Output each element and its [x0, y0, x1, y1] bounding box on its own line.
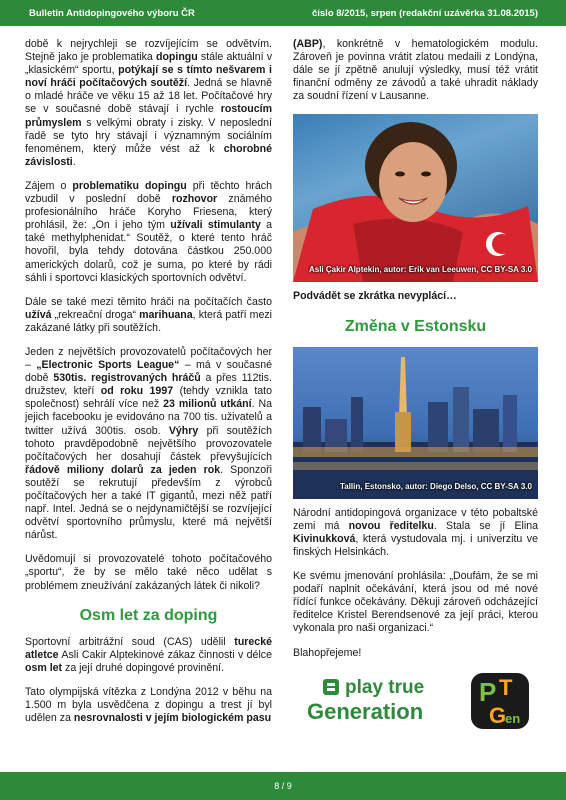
play-true-generation-logo [293, 671, 538, 731]
section-heading: Osm let za doping [79, 606, 218, 624]
bulletin-title: Bulletin Antidopingového výboru ČR [29, 8, 195, 19]
footer-bar [0, 772, 566, 800]
svg-text:P: P [479, 676, 497, 707]
city-image-icon [293, 347, 538, 499]
paragraph: době k nejrychleji se rozvíjejícím se odvětvím. Stejně jako je problematika dopingu stále aktuální v „klasickém“ sportu, potýkají se s tímto nešvarem i noví hráči počítačových soutěží. Jedná se hlavně o mladé hráče ve věku 15 až 18 let. Počítačové hry se v současné době stávají i rychle rostoucím průmyslem s velkými obraty i zisky. V neposlední řadě se tyto hry stávají i významným sociálním fenoménem, který může vést až k chorobné závislosti. [25, 38, 272, 168]
paragraph: Podvádět se zkrátka nevyplácí… [293, 290, 457, 303]
paragraph: Sportovní arbitrážní soud (CAS) udělil turecké atletce Asli Cakir Alptekinové zákaz činnosti v délce osm let za její druhé dopingové provinění. [25, 635, 272, 674]
page-number: 8 / 9 [274, 781, 292, 791]
issue-info: číslo 8/2015, srpen (redakční uzávěrka 31.08.2015) [311, 8, 538, 19]
svg-text:play true: play true [345, 676, 425, 698]
svg-text:Generation: Generation [307, 698, 424, 724]
paragraph: Národní antidopingová organizace v této pobaltské zemi má novou ředitelku. Stala se jí Elina Kivinukková, která vystudovala mj. i univerzitu ve finských Helsinkách. [293, 506, 538, 558]
svg-text:G: G [489, 702, 507, 728]
paragraph: Dále se také mezi těmito hráči na počítačích často užívá „rekreační droga“ marihuana, která patří mezi zakázané látky při soutěžích. [25, 295, 273, 334]
paragraph: Ke svému jmenování prohlásila: „Doufám, že se mi podaří naplnit očekávání, která jsou od mé nové řídící funkce očekávány. Děkuji zároveň odcházející ředitelce Kristel Berendsenové za její práci, kterou vykonala pro naši organizaci.“ [293, 570, 538, 635]
athlete-image-icon [293, 114, 538, 282]
play-true-logo-icon [293, 671, 538, 731]
paragraph: Jeden z největších provozovatelů počítačových her – „Electronic Sports League“ – má v současné době 530tis. registrovaných hráčů a přes 112tis. družstev, kteří od roku 1997 (tehdy vznikla tato společnost) sehrálí více než 23 milionů utkání. Na jejich facebooku je evidováno na 700 tis. uživatelů a twitter užívá 300tis. osob. Výhry při soutěžích tohoto pravděpodobně největšího provozovatele počítačových her dosahují částek převyšujících řádově miliony dolarů za jeden rok. Sponzoři soutěží se rekrutují především z výrobců počítačových her a také IT gigantů, mezi něž patří např. Intel. Jedná se o nejdynamičtější se rozvíjející odvětví sportovního průmyslu, které má největší nárůst. [25, 345, 272, 542]
photo-caption: Asli Çakir Alptekin, autor: Erik van Leeuwen, CC BY-SA 3.0 [308, 265, 532, 275]
header-bar [0, 0, 566, 26]
svg-text:T: T [499, 674, 513, 700]
athlete-photo [293, 114, 538, 282]
city-photo [293, 347, 538, 499]
paragraph: (ABP), konkrétně v hematologickém modulu. Zároveň je povinna vrátit zlatou medaili z Londýna, dále se jí zpětně anulují výsledky, musí též vrátit finanční odměny ze závodů a také uhradit náklady za soudní řízení v Lausanne. [293, 38, 538, 103]
paragraph: Blahopřejeme! [293, 646, 362, 659]
photo-caption: Tallin, Estonsko, autor: Diego Delso, CC BY-SA 3.0 [339, 481, 532, 491]
left-column [25, 38, 272, 736]
svg-text:en: en [505, 710, 521, 726]
paragraph: Tato olympijská vítězka z Londýna 2012 v běhu na 1.500 m byla usvědčena z dopingu a trest jí byl udělen za nesrovnalosti v jejím biologickém pasu [25, 686, 272, 725]
paragraph: Zájem o problematiku dopingu při těchto hrách vzbudil v poslední době rozhovor známého profesionálního hráče Koryho Friesena, který prohlásil, že: „On i jeho tým užívali stimulanty a také methylphenidat.“ Soutěž, o které tento hráč hovořil, byla tehdy dotována částkou 250.000 amerických dolarů, což je suma, po které by rádi sáhli i sportovci klasických sportovních odvětví. [25, 179, 272, 284]
paragraph: Uvědomují si provozovatelé tohoto počítačového „sportu“, že by se mělo také něco udělat s problémem zneužívání zakázaných látek či nikoli? [25, 553, 272, 592]
section-heading: Změna v Estonsku [344, 317, 487, 335]
right-column [293, 38, 538, 731]
